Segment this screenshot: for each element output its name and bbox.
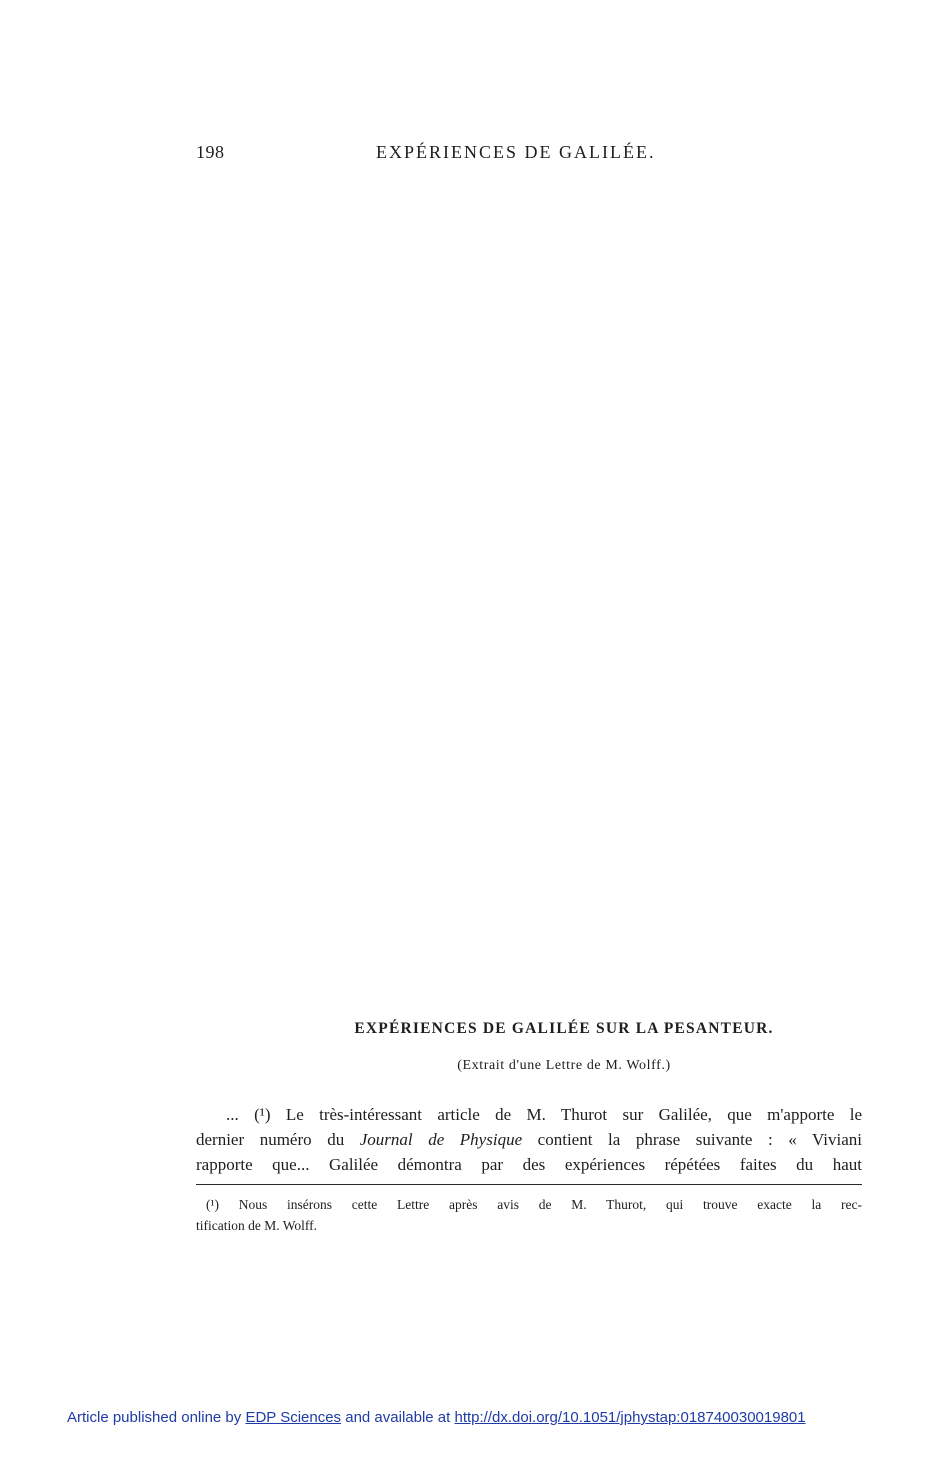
- body-line-2-end: contient la phrase suivante : « Viviani: [522, 1130, 862, 1149]
- body-paragraph: [196, 1102, 862, 1177]
- journal-name: Journal de Physique: [359, 1130, 523, 1149]
- article-subtitle: (Extrait d'une Lettre de M. Wolff.): [457, 1058, 671, 1073]
- footnote-divider: [196, 1184, 862, 1185]
- doi-link[interactable]: http://dx.doi.org/10.1051/jphystap:018740030019801: [454, 1409, 806, 1426]
- footnote: [196, 1194, 862, 1236]
- publisher-link[interactable]: EDP Sciences: [245, 1409, 342, 1426]
- footnote-line-1: (¹) Nous insérons cette Lettre après avis de M. Thurot, qui trouve exacte la rec-: [206, 1197, 862, 1212]
- page-number: 198: [196, 142, 225, 162]
- publisher-prefix: Article published online by: [67, 1409, 246, 1426]
- running-head: [196, 142, 862, 166]
- article-title: EXPÉRIENCES DE GALILÉE SUR LA PESANTEUR.: [354, 1020, 774, 1037]
- footnote-line-2: tification de M. Wolff.: [196, 1218, 318, 1233]
- publisher-notice: [67, 1409, 806, 1426]
- running-title: EXPÉRIENCES DE GALILÉE.: [376, 142, 656, 162]
- publisher-middle: and available at: [341, 1409, 455, 1426]
- body-line-2-start: dernier numéro du: [196, 1130, 360, 1149]
- body-line-3: rapporte que... Galilée démontra par des expériences répétées faites du haut: [196, 1155, 862, 1174]
- body-line-1: ... (¹) Le très-intéressant article de M. Thurot sur Galilée, que m'apporte le: [226, 1105, 862, 1124]
- body-line-2: [196, 1127, 862, 1152]
